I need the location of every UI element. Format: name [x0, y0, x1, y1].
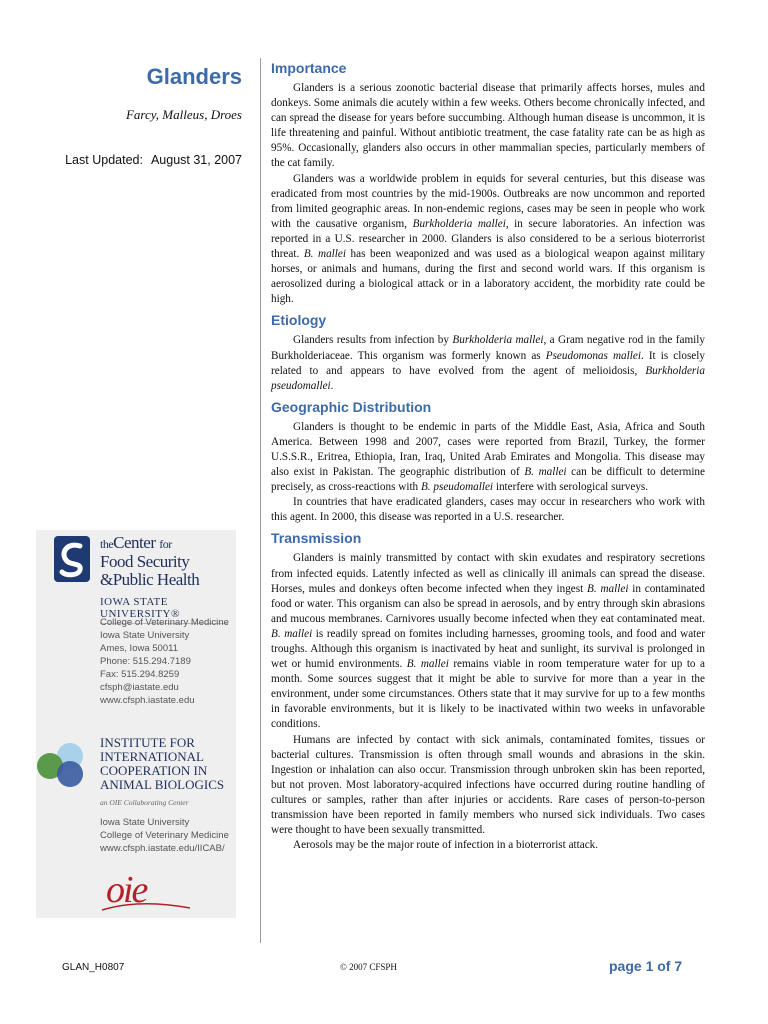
- synonyms: Farcy, Malleus, Droes: [125, 107, 242, 122]
- paragraph: Glanders was a worldwide problem in equids for several centuries, but this disease was eradicated from most countries by the mid-1900s. Outbreaks are now uncommon and reported from limited geographic areas. In non-endemic regions, cases may be seen in people who work with the causative organism, Burkholderia mallei, in secure laboratories. An infection was reported in a U.S. researcher in 2000. Glanders is also considered to be a serious bioterrorist threat. B. mallei has been weaponized and was used as a biological weapon against military horses, or animals and humans, during the first and second world wars. If this organism is aerosolized during a biological attack or in a laboratory accident, the morbidity rate could be high.: [271, 172, 706, 306]
- main-content: [271, 58, 705, 856]
- cfsph-address: College of Veterinary Medicine Iowa State University Ames, Iowa 50011 Phone: 515.294.7189 Fax: 515.294.8259 cfsph@iastate.edu www.cfsph.iastate.edu: [100, 617, 229, 706]
- doc-code: GLAN_H0807: [62, 962, 125, 973]
- iicab-address: Iowa State University College of Veterinary Medicine www.cfsph.iastate.edu/IICAB/: [100, 817, 229, 854]
- paragraph: Glanders is thought to be endemic in parts of the Middle East, Asia, Africa and South America. Between 1998 and 2007, cases were reported from Brazil, Turkey, the former U.S.S.R., Eritrea, Ethiopia, Iran, Iraq, United Arab Emirates and Mongolia. This disease may also exist in Pakistan. The geographic distribution of B. mallei can be difficult to determine precisely, as cross-reactions with B. pseudomallei interfere with serological surveys.: [271, 420, 705, 494]
- paragraph: In countries that have eradicated glanders, cases may occur in researchers who work with this agent. In 2000, this disease was reported in a U.S. researcher.: [271, 496, 705, 524]
- page-title: Glanders: [146, 64, 242, 89]
- copyright: © 2007 CFSPH: [340, 962, 397, 972]
- oie-logo-icon: [98, 864, 194, 914]
- iicab-name: INSTITUTE FOR INTERNATIONAL COOPERATION IN ANIMAL BIOLOGICS: [100, 735, 225, 792]
- section-geographic-distribution: [271, 397, 705, 526]
- cfsph-name: theCenter for Food Security &Public Health: [100, 533, 200, 589]
- cfsph-logo-icon: [54, 536, 90, 582]
- oie-collab-text: an OIE Collaborating Center: [100, 798, 189, 807]
- svg-text:oie: oie: [106, 869, 147, 911]
- paragraph: Glanders is a serious zoonotic bacterial disease that primarily affects horses, mules and donkeys. Some animals die acutely within a few weeks. Others become chronically infected, and can spread the disease for years before succumbing. Although human disease is uncommon, it is life threatening and painful. Without antibiotic treatment, the case fatality rate can be as high as 95%. Occasionally, glanders also occurs in other mammalian species, particularly members of the cat family.: [271, 82, 705, 170]
- section-transmission: [271, 528, 705, 853]
- isu-name: IOWA STATE UNIVERSITY®: [100, 596, 228, 624]
- paragraph: Glanders is mainly transmitted by contact with skin exudates and respiratory secretions from infected equids. Latently infected as well as clinically ill animals can spread the disease. Horses, mules and donkeys often become infected when they ingest B. mallei in contaminated food or water. This organism can also be spread in aerosols, and by entry through skin abrasions and mucous membranes. Carnivores usually become infected when they eat contaminated meat. B. mallei is readily spread on fomites including harnesses, grooming tools, and food and water troughs. Although this organism is inactivated by heat and sunlight, its survival is prolonged in wet or humid environments. B. mallei remains viable in room temperature water for up to a month. Some sources suggest that it might be able to survive for more than a year in the environment, under some circumstances. Others state that it may survive for up to a few months in favorable environments, but it is likely to be inactivated within two weeks in unfavorable conditions.: [271, 552, 705, 731]
- paragraph: Glanders results from infection by Burkholderia mallei, a Gram negative rod in the family Burkholderiaceae. This organism was formerly known as Pseudomonas mallei. It is closely related to and appears to have evolved from the agent of melioidosis, Burkholderia pseudomallei.: [271, 334, 705, 392]
- section-heading: Geographic Distribution: [271, 398, 432, 415]
- paragraph: Aerosols may be the major route of infection in a bioterrorist attack.: [293, 839, 599, 852]
- column-divider: [260, 58, 261, 943]
- last-updated-label: Last Updated:: [65, 153, 143, 167]
- section-heading: Etiology: [271, 312, 327, 329]
- iicab-logo-icon: [36, 736, 90, 800]
- last-updated-date: August 31, 2007: [150, 153, 242, 167]
- section-heading: Importance: [271, 60, 347, 76]
- section-importance: [271, 58, 705, 307]
- section-etiology: [271, 310, 705, 393]
- page-number: page 1 of 7: [609, 958, 683, 974]
- sidebar-logos: [36, 530, 236, 918]
- paragraph: Humans are infected by contact with sick animals, contaminated fomites, tissues or bacterial cultures. Transmission is often through small wounds and abrasions in the skin. Ingestion or inhalation can also occur. Transmission through unbroken skin has been reported, but not proven. Most laboratory-acquired infections have occurred during routine handling of cultures or samples, rather than after injuries or accidents. Rare cases of person-to-person transmission have been reported in family members who nursed sick individuals. Two cases were thought to have been sexually transmitted.: [271, 733, 705, 837]
- section-heading: Transmission: [271, 530, 362, 547]
- last-updated: [65, 153, 242, 167]
